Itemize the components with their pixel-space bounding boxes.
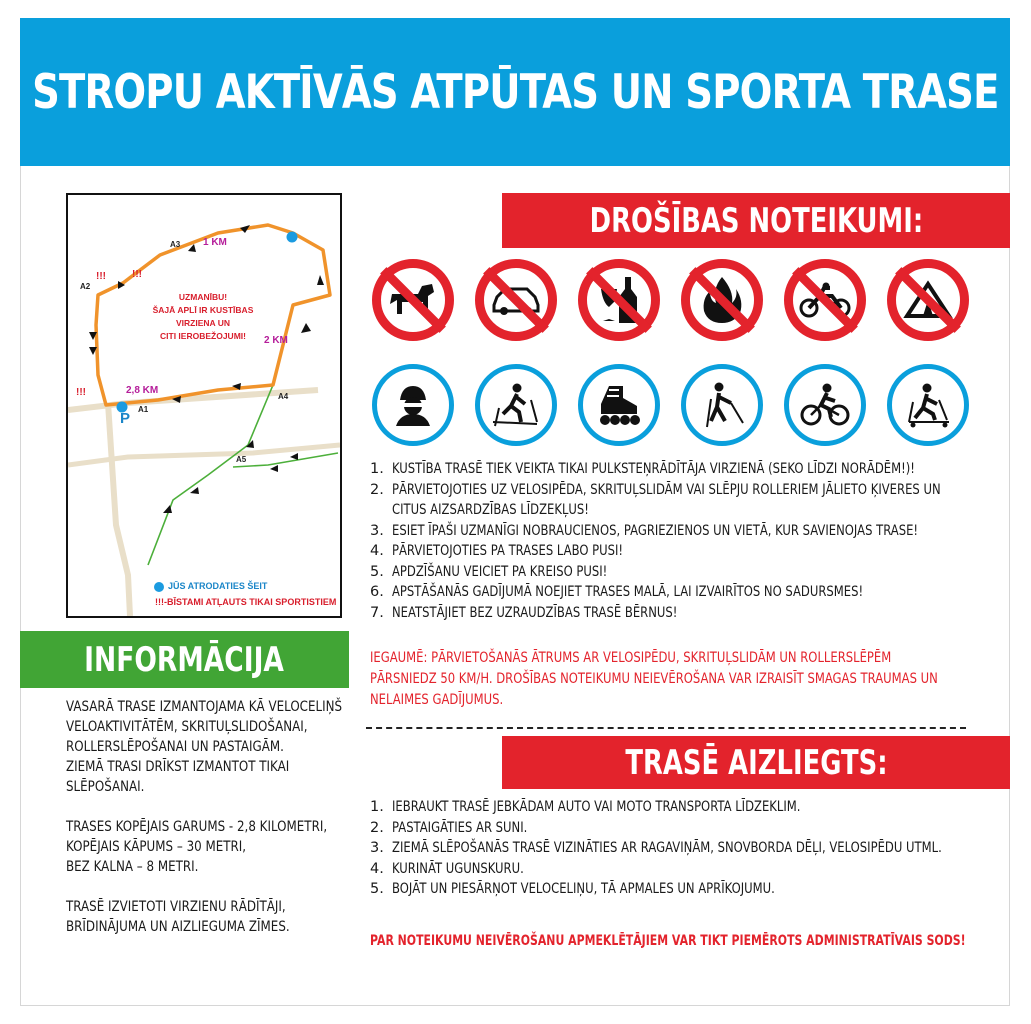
rollerblading-allowed-sign	[578, 364, 660, 446]
point-a3: A3	[170, 240, 181, 249]
danger-mark: !!!	[76, 387, 86, 398]
you-are-here-dot	[154, 582, 164, 592]
list-item: 1. IEBRAUKT TRASĒ JEBKĀDAM AUTO VAI MOTO TRANSPORTA LĪDZEKLIM.	[370, 799, 801, 815]
cycling-allowed-sign	[784, 364, 866, 446]
list-item: 1. KUSTĪBA TRASĒ TIEK VEIKTA TIKAI PULKSTEŅRĀDĪTĀJA VIRZIENĀ (SEKO LĪDZI NORĀDĒM!)!	[370, 461, 915, 477]
list-item: 2. PĀRVIETOJOTIES UZ VELOSIPĒDA, SKRITUĻSLIDĀM VAI SLĒPJU ROLLERIEM JĀLIETO ĶIVERES UN	[370, 481, 941, 498]
tent-icon	[903, 280, 953, 320]
list-item: 4. KURINĀT UGUNSKURU.	[370, 860, 524, 877]
rules-title: DROŠĪBAS NOTEIKUMI:	[589, 200, 923, 241]
penalty-notice: PAR NOTEIKUMU NEIVĒROŠANU APMEKLĒTĀJIEM VAR TIKT PIEMĒROTS ADMINISTRATĪVAIS SODS!	[370, 933, 966, 949]
alcohol-icon	[597, 275, 641, 325]
no-alcohol-sign	[578, 259, 660, 341]
ski-icon	[491, 382, 541, 428]
info-header	[20, 631, 349, 688]
dog-icon	[388, 280, 438, 320]
parking-label: P	[120, 410, 131, 427]
helmet-required-sign	[372, 364, 454, 446]
list-item: 6. APSTĀŠANĀS GADĪJUMĀ NOEJIET TRASES MALĀ, LAI IZVAIRĪTOS NO SADURSMES!	[370, 584, 864, 600]
fire-icon	[700, 275, 744, 325]
rules-header	[502, 193, 1010, 248]
nordic-walking-allowed-sign	[681, 364, 763, 446]
list-item: 4. PĀRVIETOJOTIES PA TRASES LABO PUSI!	[370, 543, 624, 559]
list-item: 5. BOJĀT UN PIESĀRŅOT VELOCELIŅU, TĀ APMALES UN APRĪKOJUMU.	[370, 881, 775, 897]
legend-you-are-here: JŪS ATRODATIES ŠEIT	[168, 581, 268, 591]
roller-ski-icon	[903, 382, 953, 428]
rollerblade-icon	[593, 382, 645, 428]
list-item: 5. APDZĪŠANU VEICIET PA KREISO PUSI!	[370, 563, 608, 580]
bans-list	[370, 797, 990, 900]
divider	[366, 727, 966, 729]
bans-title: TRASĒ AIZLIEGTS:	[624, 742, 888, 783]
point-a1: A1	[138, 405, 149, 414]
distance-2-8km: 2,8 KM	[126, 385, 159, 396]
danger-mark: !!!	[96, 271, 106, 282]
header-banner	[20, 18, 1010, 166]
legend-danger: !!!-BĪSTAMI ATĻAUTS TIKAI SPORTISTIEM	[155, 597, 337, 607]
list-item: 3. ZIEMĀ SLĒPOŠANĀS TRASĒ VIZINĀTIES AR RAGAVIŅĀM, SNOVBORDA DĒĻI, VELOSIPĒDU UTML.	[370, 840, 942, 856]
roller-skiing-allowed-sign	[887, 364, 969, 446]
point-a4: A4	[278, 392, 289, 401]
list-item: 7. NEATSTĀJIET BEZ UZRAUDZĪBAS TRASĒ BĒRNUS!	[370, 604, 678, 621]
page-title: STROPU AKTĪVĀS ATPŪTAS UN SPORTA TRASE	[31, 64, 999, 120]
no-dogs-sign	[372, 259, 454, 341]
map-warning: UZMANĪBU! ŠAJĀ APLĪ IR KUSTĪBAS VIRZIENA UN CITI IEROBEŽOJUMI!	[152, 292, 254, 341]
point-a5: A5	[236, 455, 247, 464]
bans-header	[502, 736, 1010, 789]
no-fire-sign	[681, 259, 763, 341]
point-a2: A2	[80, 282, 91, 291]
distance-1km: 1 KM	[203, 237, 227, 248]
route-map	[66, 193, 342, 618]
bicycle-icon	[799, 383, 851, 427]
helmet-icon	[390, 382, 436, 428]
car-icon	[491, 283, 541, 317]
route-map-drawing	[68, 195, 340, 616]
no-cars-sign	[475, 259, 557, 341]
no-motorcycles-sign	[784, 259, 866, 341]
list-item: 2. PASTAIGĀTIES AR SUNI.	[370, 819, 528, 836]
nordic-walking-icon	[697, 381, 747, 429]
info-text: VASARĀ TRASE IZMANTOJAMA KĀ VELOCELIŅŠ VELOAKTIVITĀTĒM, SKRITUĻSLIDOŠANAI, ROLLERSLĒPOŠANAI UN PASTAIGĀM. ZIEMĀ TRASI DRĪKST IZMANTOT TIKAI SLĒPOŠANAI. TRASES KOPĒJAIS GARUMS - 2,8 KILOMETRI, KOPĒJAIS KĀPUMS – 30 METRI, BEZ KALNA – 8 METRI. TRASĒ IZVIETOTI VIRZIENU RĀDĪTĀJI, BRĪDINĀJUMA UN AIZLIEGUMA ZĪMES.	[66, 699, 343, 935]
info-title: INFORMĀCIJA	[84, 639, 285, 680]
no-camping-sign	[887, 259, 969, 341]
motorcycle-icon	[798, 282, 852, 318]
skiing-allowed-sign	[475, 364, 557, 446]
danger-mark: !!!	[132, 269, 142, 280]
rules-list	[370, 459, 990, 623]
list-item: CITUS AIZSARDZĪBAS LĪDZEKĻUS!	[392, 502, 589, 518]
list-item: 3. ESIET ĪPAŠI UZMANĪGI NOBRAUCIENOS, PAGRIEZIENOS UN VIETĀ, KUR SAVIENOJAS TRASE!	[370, 522, 919, 539]
distance-2km: 2 KM	[264, 335, 288, 346]
remember-note: IEGAUMĒ: PĀRVIETOŠANĀS ĀTRUMS AR VELOSIPĒDU, SKRITUĻSLIDĀM UN ROLLERSLĒPĒM PĀRSNIEDZ 50 KM/H. DROŠĪBAS NOTEIKUMU NEIEVĒROŠANA VAR IZRAISĪT SMAGAS TRAUMAS UN NELAIMES GADĪJUMUS.	[370, 650, 938, 708]
